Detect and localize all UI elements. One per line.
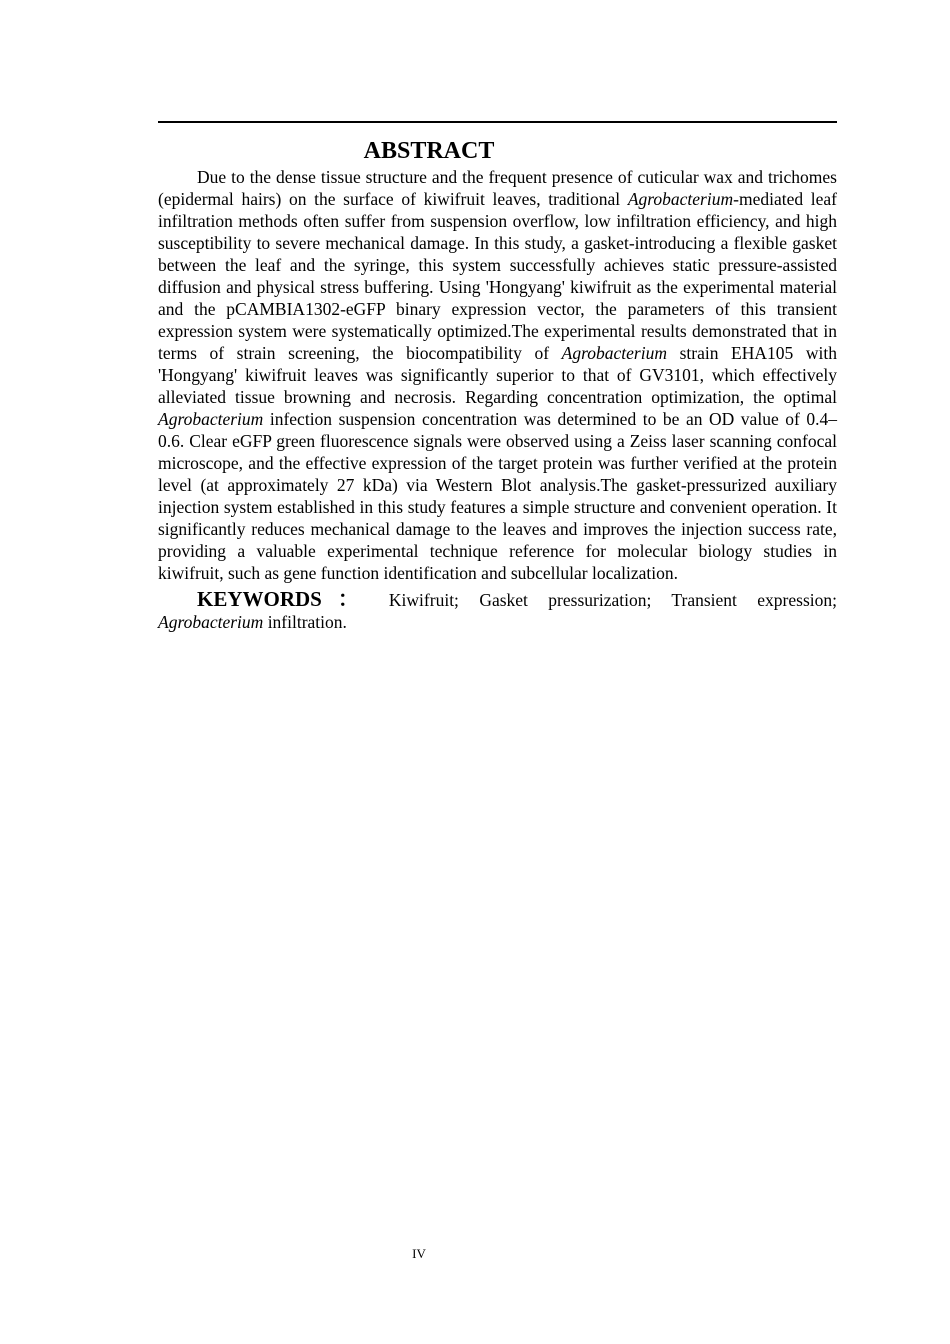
keywords-text: Kiwifruit; Gasket pressurization; Transient expression; [388, 590, 838, 610]
abstract-text: Due to the dense tissue structure and the frequent presence of cuticular wax and trichomes (epidermal hairs) on the surface of kiwifruit leaves, traditional [158, 167, 837, 209]
keywords-tail: infiltration. [263, 612, 347, 632]
species-name: Agrobacterium [158, 409, 264, 429]
top-rule [158, 121, 837, 123]
abstract-text: infection suspension concentration was determined to be an OD value of 0.4–0.6. Clear eGFP green fluorescence signals were observed using a Zeiss laser scanning confocal microscope, and the effective expression of the target protein was further verified at the protein level (at approximately 27 kDa) via Western Blot analysis.The gasket-pressurized auxiliary injection system established in this study features a simple structure and convenient operation. It significantly reduces mechanical damage to the leaves and improves the injection success rate, providing a valuable experimental technique reference for molecular biology studies in kiwifruit, such as gene function identification and subcellular localization. [158, 409, 837, 583]
abstract-heading: ABSTRACT [363, 138, 495, 164]
page-number: IV [412, 1246, 426, 1261]
keywords-label: KEYWORDS [197, 587, 322, 611]
keywords-colon: ： [321, 587, 375, 611]
abstract-text: -mediated leaf infiltration methods often suffer from suspension overflow, low infiltration efficiency, and high susceptibility to severe mechanical damage. In this study, a gasket-introducing a flexible gasket between the leaf and the syringe, this system successfully achieves static pressure-assisted diffusion and physical stress buffering. Using 'Hongyang' kiwifruit as the experimental material and the pCAMBIA1302-eGFP binary expression vector, the parameters of this transient expression system were systematically optimized.The experimental results demonstrated that in terms of strain screening, the biocompatibility of [158, 189, 837, 363]
keywords-paragraph [158, 588, 837, 633]
abstract-text: strain EHA105 with 'Hongyang' kiwifruit leaves was significantly superior to that of GV3101, which effectively alleviated tissue browning and necrosis. Regarding concentration optimization, the optimal [158, 343, 837, 407]
abstract-body [158, 166, 837, 633]
species-name: Agrobacterium [627, 189, 734, 209]
keywords-species: Agrobacterium [158, 612, 264, 632]
abstract-paragraph [158, 166, 837, 584]
species-name: Agrobacterium [561, 343, 667, 363]
